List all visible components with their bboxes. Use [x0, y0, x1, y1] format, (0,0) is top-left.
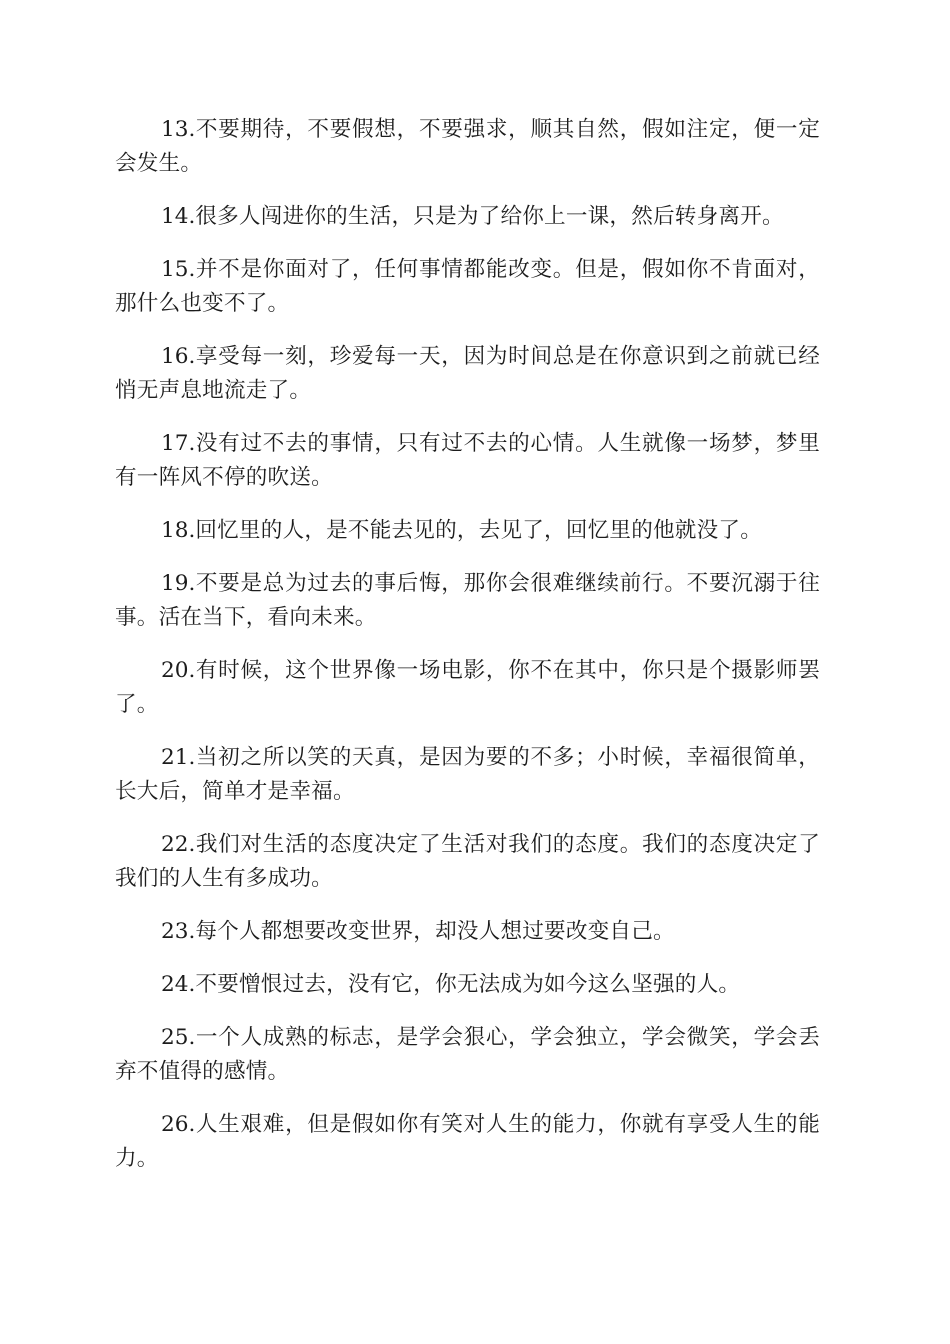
- paragraph-17: [115, 427, 820, 495]
- paragraph-24: [115, 968, 820, 1002]
- paragraph-text: 一个人成熟的标志，是学会狠心，学会独立，学会微笑，学会丢弃不值得的感情。: [115, 1025, 820, 1084]
- paragraph-text: 我们对生活的态度决定了生活对我们的态度。我们的态度决定了我们的人生有多成功。: [115, 832, 820, 891]
- paragraph-number: 20.: [161, 658, 196, 683]
- paragraph-15: [115, 253, 820, 321]
- paragraph-13: [115, 113, 820, 181]
- document-page: [115, 113, 820, 1195]
- paragraph-number: 18.: [161, 518, 196, 543]
- paragraph-number: 25.: [161, 1025, 196, 1050]
- paragraph-23: [115, 915, 820, 949]
- paragraph-number: 17.: [161, 431, 196, 456]
- paragraph-text: 不要憎恨过去，没有它，你无法成为如今这么坚强的人。: [195, 972, 741, 997]
- paragraph-26: [115, 1108, 820, 1176]
- paragraph-number: 13.: [161, 117, 196, 142]
- paragraph-number: 24.: [161, 972, 196, 997]
- paragraph-text: 没有过不去的事情，只有过不去的心情。人生就像一场梦，梦里有一阵风不停的吹送。: [115, 431, 820, 490]
- paragraph-number: 26.: [161, 1112, 196, 1137]
- paragraph-25: [115, 1021, 820, 1089]
- paragraph-text: 每个人都想要改变世界，却没人想过要改变自己。: [195, 919, 675, 944]
- paragraph-number: 19.: [161, 571, 196, 596]
- paragraph-text: 不要是总为过去的事后悔，那你会很难继续前行。不要沉溺于往事。活在当下，看向未来。: [115, 571, 820, 630]
- paragraph-text: 当初之所以笑的天真，是因为要的不多；小时候，幸福很简单，长大后，简单才是幸福。: [115, 745, 820, 804]
- paragraph-number: 23.: [161, 919, 196, 944]
- paragraph-text: 不要期待，不要假想，不要强求，顺其自然，假如注定，便一定会发生。: [115, 117, 820, 176]
- paragraph-number: 22.: [161, 832, 196, 857]
- paragraph-text: 人生艰难，但是假如你有笑对人生的能力，你就有享受人生的能力。: [115, 1112, 820, 1171]
- paragraph-number: 21.: [161, 745, 196, 770]
- paragraph-text: 很多人闯进你的生活，只是为了给你上一课，然后转身离开。: [195, 204, 784, 229]
- paragraph-14: [115, 200, 820, 234]
- paragraph-22: [115, 828, 820, 896]
- paragraph-number: 15.: [161, 257, 196, 282]
- paragraph-text: 并不是你面对了，任何事情都能改变。但是，假如你不肯面对，那什么也变不了。: [115, 257, 820, 316]
- paragraph-text: 有时候，这个世界像一场电影，你不在其中，你只是个摄影师罢了。: [115, 658, 820, 717]
- paragraph-21: [115, 741, 820, 809]
- paragraph-20: [115, 654, 820, 722]
- paragraph-number: 14.: [161, 204, 196, 229]
- paragraph-number: 16.: [161, 344, 196, 369]
- paragraph-18: [115, 514, 820, 548]
- paragraph-text: 享受每一刻，珍爱每一天，因为时间总是在你意识到之前就已经悄无声息地流走了。: [115, 344, 820, 403]
- paragraph-text: 回忆里的人，是不能去见的，去见了，回忆里的他就没了。: [195, 518, 762, 543]
- paragraph-19: [115, 567, 820, 635]
- paragraph-16: [115, 340, 820, 408]
